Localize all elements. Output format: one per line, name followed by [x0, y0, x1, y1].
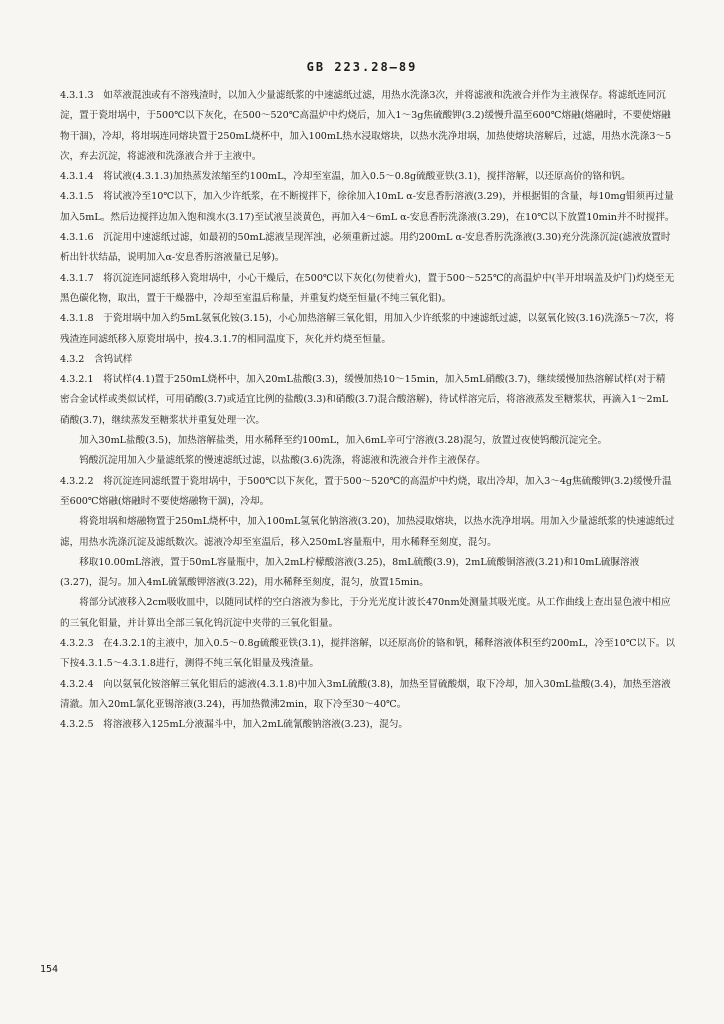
paragraph: 4.3.1.7 将沉淀连同滤纸移入瓷坩埚中，小心干燥后，在500℃以下灰化(勿使着火)，置于500～525℃的高温炉中(半开坩埚盖及炉门)灼烧至无黑色碳化物，取出，置于干燥器中，冷却至室温后称量，并重复灼烧至恒量(不纯三氧化钼)。 [60, 272, 675, 304]
page-number: 154 [40, 964, 59, 975]
paragraph: 4.3.1.3 如萃液混浊或有不溶残渣时，以加入少量滤纸浆的中速滤纸过滤，用热水洗涤3次，并将滤液和洗液合并作为主液保存。将滤纸连同沉淀，置于瓷坩埚中，于500℃以下灰化，在500～520℃高温炉中灼烧后，加入1～3g焦硫酸钾(3.2)缓慢升温至600℃熔融(熔融时，不要使熔融物干涸)，冷却，将坩埚连同熔块置于250mL烧杯中，加入100mL热水浸取熔块，以热水洗净坩埚，加热使熔块溶解后，过滤，用热水洗涤3～5次，弃去沉淀，将滤液和洗涤液合并于主液中。 [60, 90, 672, 162]
paragraph: 移取10.00mL溶液，置于50mL容量瓶中，加入2mL柠檬酸溶液(3.25)，8mL硫酸(3.9)，2mL硫酸铜溶液(3.21)和10mL硫脲溶液(3.27)，混匀。加入4mL硫氰酸钾溶液(3.22)，用水稀释至刻度，混匀，放置15min。 [60, 556, 640, 589]
paragraph: 加入30mL盐酸(3.5)，加热溶解盐类，用水稀释至约100mL，加入6mL辛可宁溶液(3.28)混匀，放置过夜使钨酸沉淀完全。 [79, 435, 608, 447]
paragraph: 4.3.1.4 将试液(4.3.1.3)加热蒸发浓缩至约100mL，冷却至室温，加入0.5～0.8g硫酸亚铁(3.1)，搅拌溶解，以还原高价的铬和钒。 [60, 171, 631, 183]
paragraph: 4.3.2 含钨试样 [60, 353, 133, 365]
paragraph: 钨酸沉淀用加入少量滤纸浆的慢速滤纸过滤，以盐酸(3.6)洗涤，将滤液和洗液合并作主液保存。 [79, 455, 486, 467]
standard-number-header: GB 223.28—89 [306, 60, 418, 74]
paragraph: 4.3.1.8 于瓷坩埚中加入约5mL氨氧化铵(3.15)，小心加热溶解三氧化钼，用加入少许纸浆的中速滤纸过滤，以氨氧化铵(3.16)洗涤5～7次，将残渣连同滤纸移入原瓷坩埚中，按4.3.1.7的相同温度下，灰化并灼烧至恒量。 [60, 313, 675, 345]
document-body [60, 86, 675, 736]
paragraph: 4.3.1.6 沉淀用中速滤纸过滤，如最初的50mL滤液呈现浑浊，必须重新过滤。用约200mL α-安息香肟洗涤液(3.30)充分洗涤沉淀(滤液放置时析出针状结晶，说明加入α-安息香肟溶液量已足够)。 [60, 232, 671, 264]
paragraph: 4.3.2.2 将沉淀连同滤纸置于瓷坩埚中，于500℃以下灰化，置于500～520℃的高温炉中灼烧，取出冷却，加入3～4g焦硫酸钾(3.2)缓慢升温至600℃熔融(熔融时不要使熔融物干涸)，冷却。 [60, 475, 672, 507]
paragraph: 将部分试液移入2cm吸收皿中，以随同试样的空白溶液为参比，于分光光度计波长470nm处测量其吸光度。从工作曲线上查出显色液中相应的三氧化钼量，并计算出全部三氧化钨沉淀中夹带的三氧化钼量。 [60, 597, 671, 629]
paragraph: 4.3.2.4 向以氨氧化铵溶解三氧化钼后的滤液(4.3.1.8)中加入3mL硫酸(3.8)，加热至冒硫酸烟，取下冷却，加入30mL盐酸(3.4)，加热至溶液清澈。加入20mL氯化亚锡溶液(3.24)，再加热微沸2min，取下冷至30～40℃。 [60, 678, 671, 710]
paragraph: 4.3.1.5 将试液冷至10℃以下，加入少许纸浆，在不断搅拌下，徐徐加入10mL α-安息香肟溶液(3.29)，并根据钼的含量，每10mg钼须再过量加入5mL。然后边搅拌边加入饱和溴水(3.17)至试液呈淡黄色，再加入4～6mL α-安息香肟洗涤液(3.29)，在10℃以下放置10min并不时搅拌。 [60, 191, 675, 223]
paragraph: 4.3.2.3 在4.3.2.1的主液中，加入0.5～0.8g硫酸亚铁(3.1)，搅拌溶解，以还原高价的铬和钒，稀释溶液体积至约200mL，冷至10℃以下。以下按4.3.1.5～4.3.1.8进行，测得不纯三氧化钼量及残渣量。 [60, 638, 675, 670]
paragraph: 4.3.2.5 将溶液移入125mL分液漏斗中，加入2mL硫氰酸钠溶液(3.23)，混匀。 [60, 719, 409, 731]
paragraph: 4.3.2.1 将试样(4.1)置于250mL烧杯中，加入20mL盐酸(3.3)，缓慢加热10～15min，加入5mL硝酸(3.7)，继续缓慢加热溶解试样(对于精密合金试样或类似试样，可用硝酸(3.7)或适宜比例的盐酸(3.3)和硝酸(3.7)混合酸溶解)，待试样溶完后，将溶液蒸发至糖浆状，再滴入1～2mL硝酸(3.7)，继续蒸发至糖浆状并重复处理一次。 [60, 374, 669, 426]
paragraph: 将瓷坩埚和熔融物置于250mL烧杯中，加入100mL氢氧化钠溶液(3.20)，加热浸取熔块，以热水洗净坩埚。用加入少量滤纸浆的快速滤纸过滤，用热水洗涤沉淀及滤纸数次。滤液冷却至室温后，移入250mL容量瓶中，用水稀释至刻度，混匀。 [60, 516, 675, 548]
